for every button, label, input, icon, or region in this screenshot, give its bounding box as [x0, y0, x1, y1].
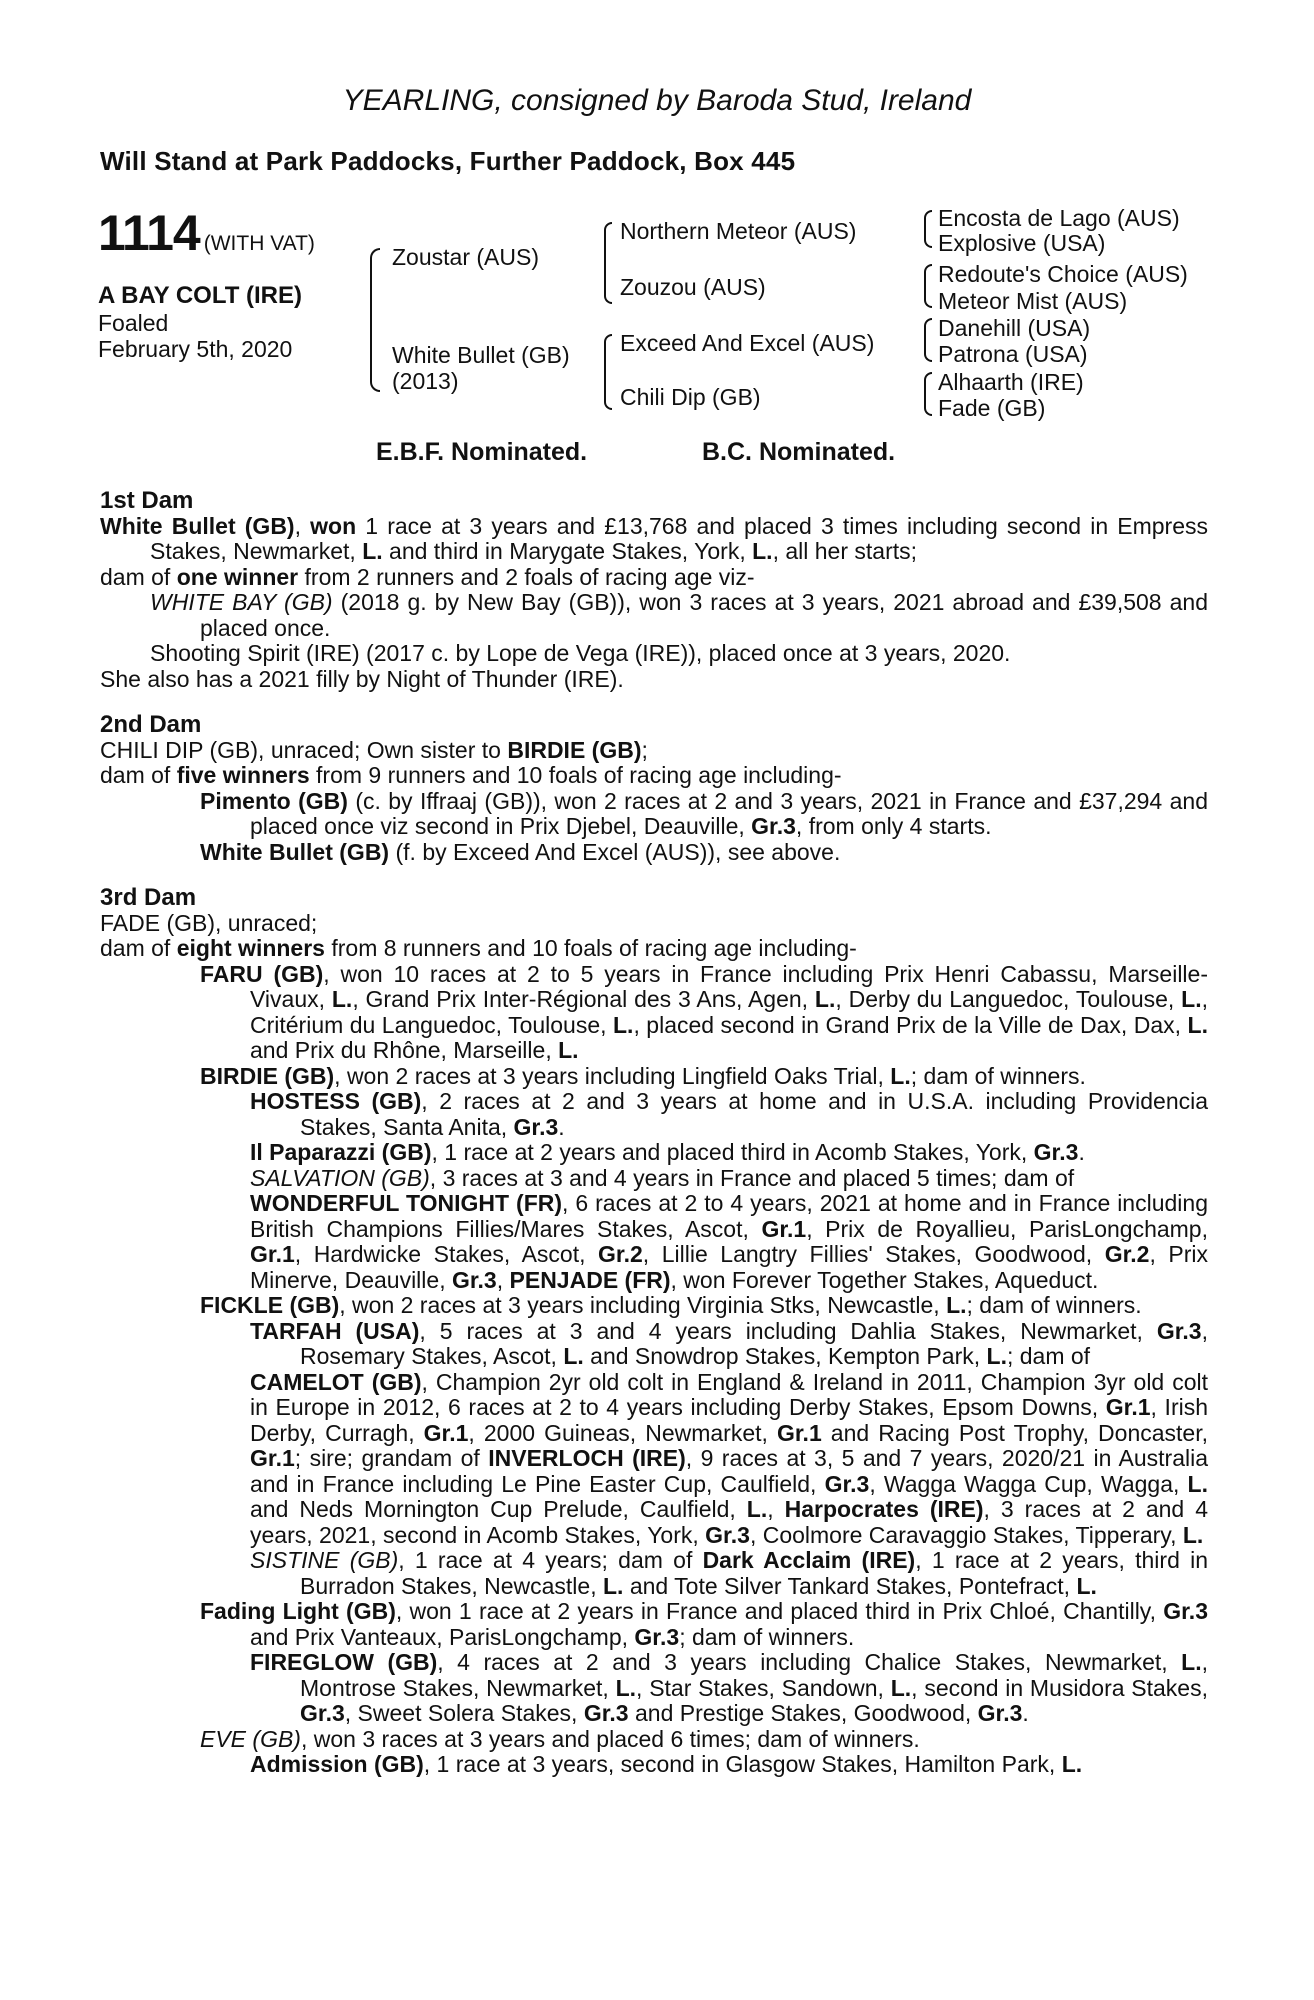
produce-entry [100, 1548, 1208, 1599]
text-run: , second in Musidora Stakes, [911, 1674, 1208, 1701]
text-run: and Neds Mornington Cup Prelude, Caulfield, [250, 1496, 747, 1522]
pedigree-brace [370, 248, 380, 392]
text-run: Gr.3 [634, 1623, 680, 1650]
text-run: BIRDIE (GB) [200, 1062, 335, 1089]
dam-dam: Chili Dip (GB) [620, 384, 761, 410]
text-run: , 3 races at 2 and 4 years, 2021, second in Acomb Stakes, York, [250, 1496, 1208, 1548]
text-run: five winners [176, 762, 310, 788]
text-run: SALVATION (GB) [250, 1164, 430, 1191]
dam-year: (2013) [392, 368, 459, 394]
first-dam-note [100, 667, 1208, 693]
text-run: Admission (GB) [250, 1751, 424, 1777]
pedigree-brace [604, 334, 612, 410]
text-run: Gr.1 [1105, 1394, 1151, 1420]
catalogue-body [100, 488, 1208, 1778]
text-run: TARFAH (USA) [250, 1317, 420, 1344]
text-run: L. [602, 1572, 624, 1599]
text-run: CHILI DIP (GB), unraced; Own sister to [100, 736, 508, 763]
text-run: , won 1 race at 2 years in France and placed third in Prix Chloé, Chantilly, [395, 1598, 1164, 1624]
text-run: . [1022, 1700, 1029, 1726]
text-run: and Racing Post Trophy, Doncaster, [821, 1419, 1208, 1446]
third-dam-produce [100, 936, 1208, 962]
foaled-label: Foaled [98, 310, 169, 336]
text-run: and third in Marygate Stakes, York, [382, 538, 753, 564]
text-run: L. [986, 1343, 1007, 1369]
produce-entry [100, 1599, 1208, 1650]
text-run: Il Paparazzi (GB) [250, 1139, 432, 1165]
text-run: , Irish Derby, Curragh, [250, 1394, 1209, 1446]
text-run: Gr.2 [598, 1241, 643, 1267]
produce-entry [100, 1727, 1208, 1753]
text-run: ; [641, 736, 648, 763]
text-run: , Hardwicke Stakes, Ascot, [294, 1241, 599, 1267]
produce-entry [100, 1191, 1208, 1293]
produce-entry [100, 840, 1208, 866]
text-run: , Wagga Wagga Cup, Wagga, [869, 1470, 1188, 1497]
text-run: ; sire; grandam of [294, 1445, 489, 1471]
text-run: , Grand Prix Inter-Régional des 3 Ans, Agen, [352, 986, 815, 1012]
text-run: , 9 races at 3, 5 and 7 years, 2020/21 in Australia and in France including Le Pine Easter Cup, Caulfield, [250, 1445, 1208, 1497]
text-run: , [767, 1496, 785, 1522]
text-run: and Tote Silver Tankard Stakes, Pontefract, [623, 1572, 1077, 1599]
text-run: , Sweet Solera Stakes, [344, 1700, 584, 1726]
text-run: WHITE BAY (GB) [150, 589, 333, 615]
text-run: INVERLOCH (IRE) [488, 1445, 686, 1471]
produce-entry [100, 1089, 1208, 1140]
text-run: . [558, 1113, 565, 1140]
text-run: dam of [100, 762, 177, 788]
first-dam-record [100, 514, 1208, 565]
text-run: , Prix Minerve, Deauville, [250, 1241, 1208, 1293]
text-run: L. [1182, 1521, 1204, 1548]
text-run: PENJADE (FR) [509, 1266, 671, 1293]
grandsire-line-2: Explosive (USA) [938, 230, 1106, 256]
third-dam-heading: 3rd Dam [100, 884, 197, 911]
text-run: , [294, 512, 311, 539]
text-run: Gr.1 [250, 1445, 295, 1471]
text-run: L. [558, 1037, 579, 1063]
text-run: ; dam of winners. [679, 1623, 855, 1650]
text-run: and Prix du Rhône, Marseille, [250, 1037, 559, 1063]
grandsire-line-1: Encosta de Lago (AUS) [938, 205, 1180, 231]
second-dam-record [100, 738, 1208, 764]
text-run: Gr.1 [250, 1241, 295, 1267]
text-run: Gr.3 [824, 1470, 870, 1497]
text-run: , 1 race at 2 years and placed third in Acomb Stakes, York, [431, 1139, 1034, 1165]
text-run: L. [563, 1343, 584, 1369]
grandsire-line-8: Fade (GB) [938, 395, 1046, 421]
text-run: FICKLE (GB) [200, 1292, 340, 1318]
produce-entry [100, 1650, 1208, 1727]
text-run: Shooting Spirit (IRE) (2017 c. by Lope de Vega (IRE)), placed once at 3 years, 2020. [150, 640, 1011, 666]
foaling-date: February 5th, 2020 [98, 336, 293, 362]
text-run: FADE (GB), unraced; [100, 909, 318, 936]
text-run: dam of [100, 563, 177, 590]
pedigree-brace [604, 222, 612, 304]
text-run: Gr.3 [451, 1266, 497, 1293]
text-run: Fading Light (GB) [200, 1598, 396, 1624]
text-run: White Bullet (GB) [100, 512, 295, 539]
text-run: , won 2 races at 3 years including Virginia Stks, Newcastle, [339, 1292, 947, 1318]
lot-info [98, 204, 368, 362]
produce-entry [100, 962, 1208, 1064]
produce-entry [100, 1752, 1208, 1778]
text-run: , placed second in Grand Prix de la Ville de Dax, Dax, [633, 1011, 1188, 1038]
sire-dam: Zouzou (AUS) [620, 274, 766, 300]
text-run: (c. by Iffraaj (GB)), won 2 races at 2 and 3 years, 2021 in France and £37,294 and placed once viz second in Prix Djebel, Deauville, [250, 787, 1208, 839]
text-run: SISTINE (GB) [250, 1547, 399, 1573]
text-run: ; dam of [1006, 1343, 1091, 1369]
consignor-line: YEARLING, consigned by Baroda Stud, Ireland [342, 84, 972, 117]
text-run: and Prestige Stakes, Goodwood, [628, 1700, 978, 1726]
text-run: , from only 4 starts. [795, 813, 992, 839]
text-run: from 9 runners and 10 foals of racing age including- [309, 762, 842, 788]
text-run: L. [613, 1011, 634, 1038]
grandsire-line-6: Patrona (USA) [938, 341, 1088, 367]
text-run: , won Forever Together Stakes, Aqueduct. [670, 1266, 1099, 1293]
text-run: White Bullet (GB) [200, 838, 390, 865]
text-run: Gr.2 [1104, 1241, 1150, 1267]
text-run: dam of [100, 935, 177, 961]
dam-sire: Exceed And Excel (AUS) [620, 330, 875, 356]
text-run: Gr.1 [776, 1419, 822, 1446]
first-dam-produce [100, 565, 1208, 591]
text-run: FIREGLOW (GB) [250, 1649, 438, 1675]
grandsire-line-3: Redoute's Choice (AUS) [938, 261, 1188, 287]
grandsire-line-5: Danehill (USA) [938, 315, 1091, 341]
text-run: Gr.3 [977, 1700, 1023, 1726]
text-run: EVE (GB) [200, 1725, 301, 1752]
text-run: , Rosemary Stakes, Ascot, [300, 1317, 1208, 1369]
pedigree-brace [924, 264, 932, 308]
text-run: Gr.3 [751, 813, 796, 839]
text-run: (2018 g. by New Bay (GB)), won 3 races at 3 years, 2021 abroad and £39,508 and placed once. [200, 589, 1208, 641]
text-run: Pimento (GB) [200, 787, 348, 814]
text-run: WONDERFUL TONIGHT (FR) [250, 1190, 563, 1216]
sire-sire: Northern Meteor (AUS) [620, 218, 857, 244]
text-run: , 5 races at 3 and 4 years including Dahlia Stakes, Newmarket, [419, 1317, 1157, 1344]
produce-entry [100, 641, 1208, 667]
text-run: eight winners [176, 935, 325, 961]
text-run: , Prix de Royallieu, ParisLongchamp, [806, 1215, 1208, 1242]
text-run: L. [1076, 1572, 1097, 1599]
text-run: , 4 races at 2 and 3 years including Chalice Stakes, Newmarket, [437, 1649, 1182, 1675]
text-run: L. [746, 1496, 768, 1522]
produce-entry [100, 1064, 1208, 1090]
lot-number: 1114 [98, 205, 200, 261]
text-run: and Snowdrop Stakes, Kempton Park, [583, 1343, 987, 1369]
grandsire-line-7: Alhaarth (IRE) [938, 369, 1084, 395]
text-run: , Montrose Stakes, Newmarket, [300, 1649, 1208, 1701]
text-run: HOSTESS (GB) [250, 1088, 422, 1114]
text-run: (f. by Exceed And Excel (AUS)), see above. [389, 838, 841, 865]
text-run: , 1 race at 4 years; dam of [398, 1547, 703, 1573]
text-run: . [1078, 1139, 1085, 1165]
second-dam-produce [100, 763, 1208, 789]
text-run: , [496, 1266, 510, 1293]
text-run: , won 10 races at 2 to 5 years in France including Prix Henri Cabassu, Marseille-Vivaux, [250, 960, 1208, 1012]
bc-nomination: B.C. Nominated. [702, 438, 896, 466]
vat-note: (WITH VAT) [203, 232, 315, 255]
text-run: Gr.3 [1033, 1139, 1079, 1165]
text-run: ; dam of winners. [910, 1062, 1086, 1089]
text-run: , Coolmore Caravaggio Stakes, Tipperary, [749, 1521, 1183, 1548]
text-run: Gr.3 [300, 1700, 345, 1726]
grandsire-line-4: Meteor Mist (AUS) [938, 288, 1128, 314]
produce-entry [100, 1140, 1208, 1166]
stabling-location: Will Stand at Park Paddocks, Further Paddock, Box 445 [100, 146, 796, 176]
produce-entry [100, 590, 1208, 641]
text-run: from 8 runners and 10 foals of racing age including- [324, 935, 857, 961]
text-run: She also has a 2021 filly by Night of Thunder (IRE). [100, 665, 624, 692]
second-dam-heading: 2nd Dam [100, 711, 202, 738]
produce-entry [100, 1166, 1208, 1192]
text-run: , Star Stakes, Sandown, [636, 1674, 891, 1701]
text-run: , 2 races at 2 and 3 years at home and in U.S.A. including Providencia Stakes, Santa Anita, [300, 1088, 1209, 1140]
sire: Zoustar (AUS) [392, 244, 539, 270]
text-run: , Lillie Langtry Fillies' Stakes, Goodwood, [642, 1241, 1105, 1267]
text-run: L. [752, 538, 773, 564]
text-run: Gr.3 [583, 1700, 629, 1726]
text-run: L. [890, 1674, 912, 1701]
text-run: L. [1181, 1649, 1202, 1675]
text-run: L. [362, 538, 383, 564]
text-run: FARU (GB) [200, 960, 324, 987]
text-run: , Critérium du Languedoc, Toulouse, [250, 986, 1208, 1038]
text-run: from 2 runners and 2 foals of racing age viz- [298, 563, 755, 590]
third-dam-record [100, 911, 1208, 937]
pedigree-brace [924, 372, 932, 416]
text-run: , 6 races at 2 to 4 years, 2021 at home and in France including British Champions Fillies/Mares Stakes, Ascot, [250, 1190, 1208, 1242]
text-run: Dark Acclaim (IRE) [702, 1547, 916, 1573]
text-run: L. [1187, 1470, 1208, 1497]
text-run: , 1 race at 2 years, third in Burradon Stakes, Newcastle, [300, 1547, 1209, 1599]
text-run: won [310, 512, 357, 539]
text-run: , 3 races at 3 and 4 years in France and placed 5 times; dam of [429, 1164, 1075, 1191]
first-dam-heading: 1st Dam [100, 487, 194, 514]
text-run: CAMELOT (GB) [250, 1368, 422, 1395]
text-run: , Derby du Languedoc, Toulouse, [835, 986, 1182, 1012]
text-run: BIRDIE (GB) [507, 736, 642, 763]
text-run: one winner [176, 563, 299, 590]
text-run: L. [1187, 1011, 1208, 1038]
text-run: Gr.3 [513, 1113, 559, 1140]
text-run: Gr.3 [1156, 1317, 1202, 1344]
produce-entry [100, 789, 1208, 840]
produce-entry [100, 1370, 1208, 1549]
text-run: L. [946, 1292, 967, 1318]
lot-description: A BAY COLT (IRE) [98, 282, 303, 309]
text-run: L. [1061, 1751, 1083, 1777]
dam: White Bullet (GB) [392, 342, 570, 368]
text-run: Harpocrates (IRE) [784, 1496, 984, 1522]
pedigree-brace [924, 318, 932, 362]
text-run: , all her starts; [772, 538, 918, 564]
pedigree-brace [924, 210, 932, 248]
text-run: 1 race at 3 years and £13,768 and placed 3 times including second in Empress Stakes, Newmarket, [150, 512, 1208, 564]
text-run: , won 3 races at 3 years and placed 6 times; dam of winners. [300, 1725, 920, 1752]
text-run: L. [331, 986, 353, 1012]
produce-entry [100, 1319, 1208, 1370]
text-run: , 2000 Guineas, Newmarket, [468, 1419, 777, 1446]
text-run: , won 2 races at 3 years including Lingfield Oaks Trial, [334, 1062, 891, 1089]
text-run: ; dam of winners. [966, 1292, 1142, 1318]
text-run: L. [814, 986, 836, 1012]
text-run: Gr.1 [423, 1419, 469, 1446]
ebf-nomination: E.B.F. Nominated. [376, 438, 588, 466]
text-run: L. [890, 1062, 911, 1089]
text-run: and Prix Vanteaux, ParisLongchamp, [250, 1623, 635, 1650]
text-run: Gr.3 [705, 1521, 750, 1548]
text-run: L. [615, 1674, 637, 1701]
text-run: L. [1181, 986, 1202, 1012]
text-run: Gr.1 [761, 1215, 807, 1242]
text-run: , Champion 2yr old colt in England & Ireland in 2011, Champion 3yr old colt in Europe in 2012, 6 races at 2 to 4 years including Derby Stakes, Epsom Downs, [250, 1368, 1208, 1420]
text-run: Gr.3 [1163, 1598, 1208, 1624]
text-run: , 1 race at 3 years, second in Glasgow Stakes, Hamilton Park, [423, 1751, 1062, 1777]
produce-entry [100, 1293, 1208, 1319]
